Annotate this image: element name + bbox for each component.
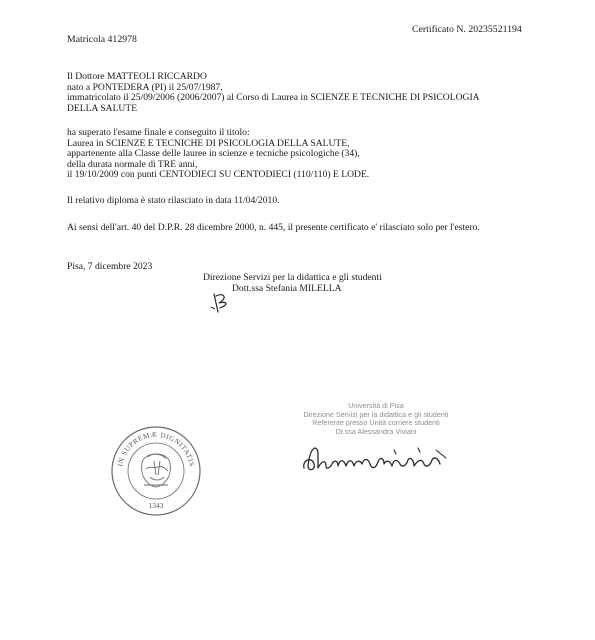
seal-motto: IN SUPREMÆ DIGNITATIS: [116, 430, 196, 468]
recipient-birth: nato a PONTEDERA (PI) il 25/07/1987,: [67, 81, 223, 93]
exam-block: [67, 128, 369, 181]
stamp-university: Università di Pisa: [348, 401, 404, 410]
certificate-number: Certificato N. 20235521194: [412, 24, 522, 35]
stamp-referent: Referente presso Unità corriere studenti: [312, 418, 440, 428]
signatory-office: Direzione Servizi per la didattica e gli studenti: [203, 272, 382, 283]
matricola-number: Matricola 412978: [67, 34, 137, 45]
stamp-person: Dr.ssa Alessandra Viviani: [335, 426, 417, 436]
recipient-name: Il Dottore MATTEOLI RICCARDO: [67, 71, 207, 82]
place-date: Pisa, 7 dicembre 2023: [67, 261, 153, 272]
stamp-office: Direzione Servizi per la didattica e gli studenti: [303, 409, 449, 419]
handwritten-signature: [296, 438, 456, 482]
initials-mark: [208, 290, 238, 316]
university-seal: [110, 425, 202, 517]
exam-grade: il 19/10/2009 con punti CENTODIECI SU CENTODIECI (110/110) E LODE.: [67, 169, 370, 181]
recipient-enrollment: immatricolato il 25/09/2006 (2006/2007) al Corso di Laurea in SCIENZE E TECNICHE DI PSICOLOGIA: [67, 92, 480, 104]
recipient-block: [67, 72, 480, 114]
exam-duration: della durata normale di TRE anni,: [67, 158, 198, 170]
office-stamp: [281, 402, 471, 436]
recipient-course-cont: DELLA SALUTE: [67, 102, 138, 114]
exam-degree: Laurea in SCIENZE E TECNICHE DI PSICOLOGIA DELLA SALUTE,: [67, 137, 350, 149]
legal-note: Ai sensi dell'art. 40 del D.P.R. 28 dicembre 2000, n. 445, il presente certificato e' rilasciato solo per l'estero.: [67, 222, 480, 233]
exam-class: appartenente alla Classe delle lauree in scienze e tecniche psicologiche (34),: [67, 148, 360, 160]
diploma-line: Il relativo diploma è stato rilasciato in data 11/04/2010.: [67, 195, 280, 206]
signatory-name: Dott.ssa Stefania MILELLA: [232, 283, 342, 294]
seal-year: 1343: [148, 501, 164, 510]
exam-intro: ha superato l'esame finale e conseguito il titolo:: [67, 127, 250, 138]
